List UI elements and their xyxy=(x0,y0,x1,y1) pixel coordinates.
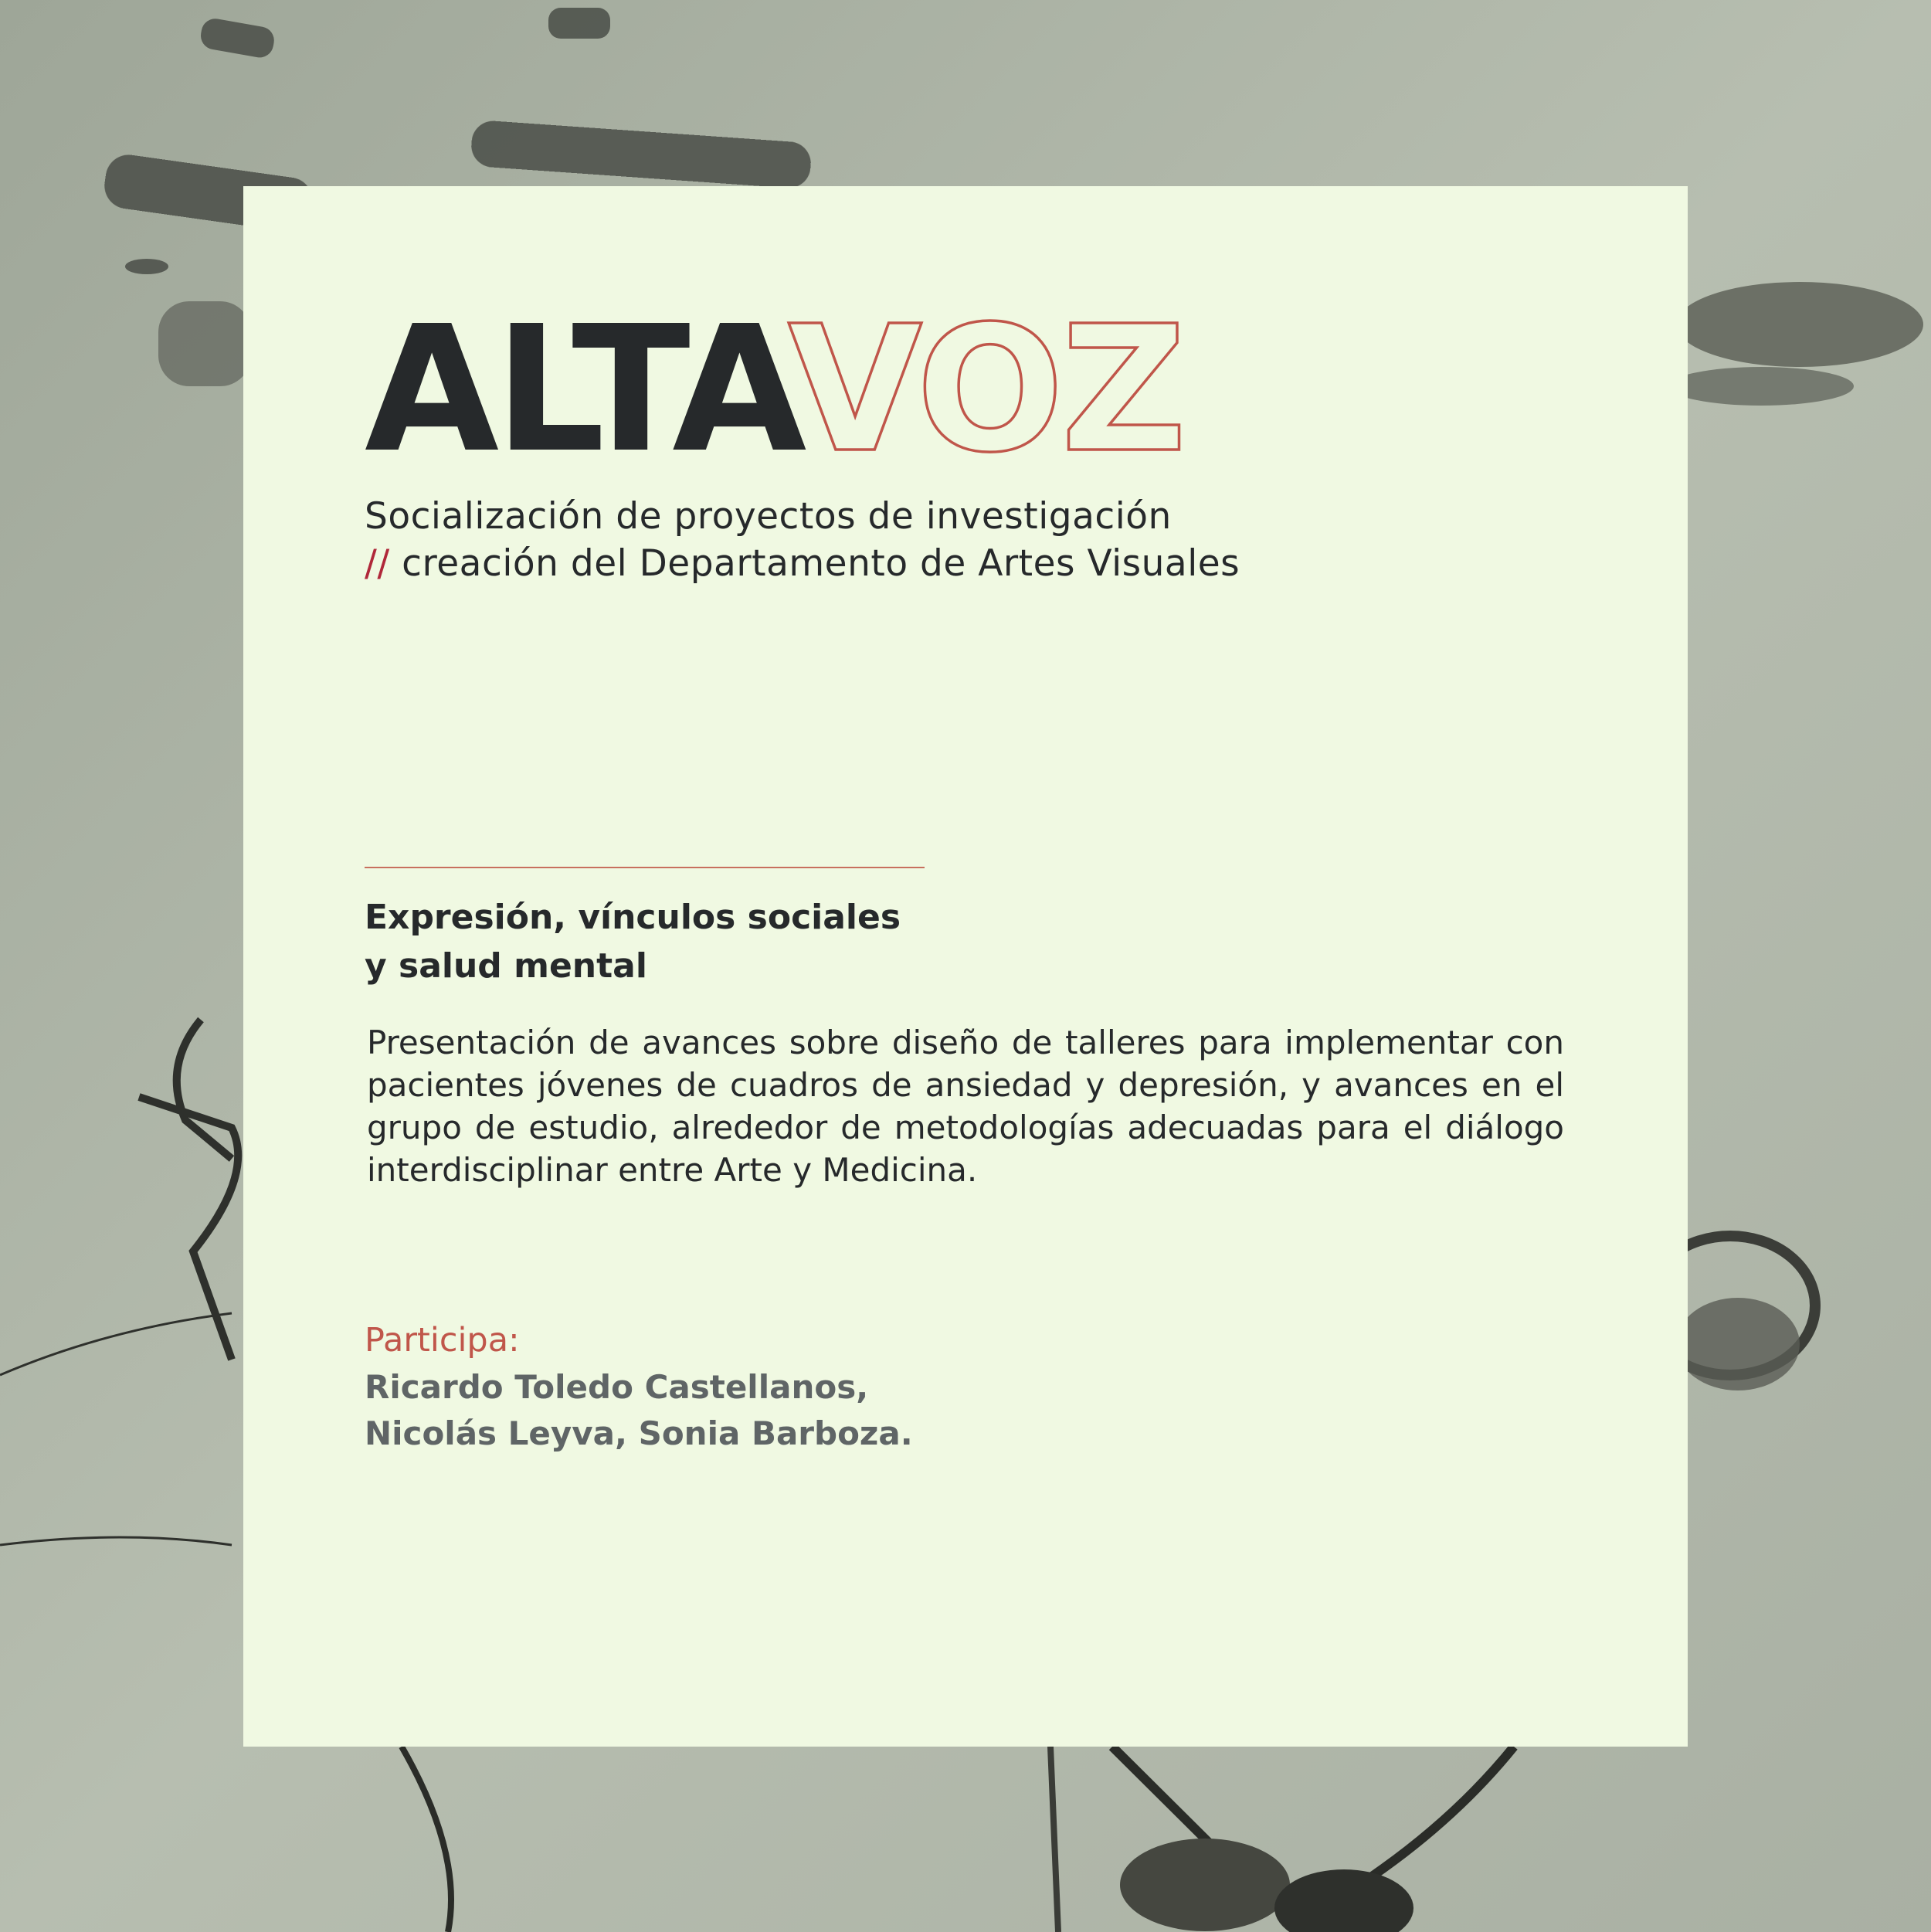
logo-voz: VOZ xyxy=(788,290,1184,468)
participants-label: Participa: xyxy=(365,1321,520,1360)
subtitle-line-2 xyxy=(365,540,1240,587)
participants-line-1: Ricardo Toledo Castellanos, xyxy=(365,1368,869,1406)
project-title-line-2: y salud mental xyxy=(365,946,647,986)
project-description: Presentación de avances sobre diseño de talleres para implementar con pacientes jóvenes de cuadros de ansiedad y depresión, y avances en el grupo de estudio, alrededor de metodologías adecuadas para el diálogo interdisciplinar entre Arte y Medicina. xyxy=(367,1024,1564,1189)
subtitle-line-2-text: creación del Departamento de Artes Visuales xyxy=(402,542,1240,585)
subtitle-slashes: // xyxy=(365,542,390,585)
logo-alta: ALTA xyxy=(365,290,803,468)
project-title-line-1: Expresión, vínculos sociales xyxy=(365,898,901,937)
subtitle-line-1: Socialización de proyectos de investigación xyxy=(365,495,1172,538)
participants-line-2: Nicolás Leyva, Sonia Barboza. xyxy=(365,1414,913,1452)
subtitle xyxy=(365,493,1240,587)
altavoz-logo xyxy=(365,290,1214,468)
participants-names xyxy=(365,1364,913,1457)
info-card xyxy=(243,186,1688,1747)
project-title xyxy=(365,893,901,990)
divider-line xyxy=(365,867,925,868)
